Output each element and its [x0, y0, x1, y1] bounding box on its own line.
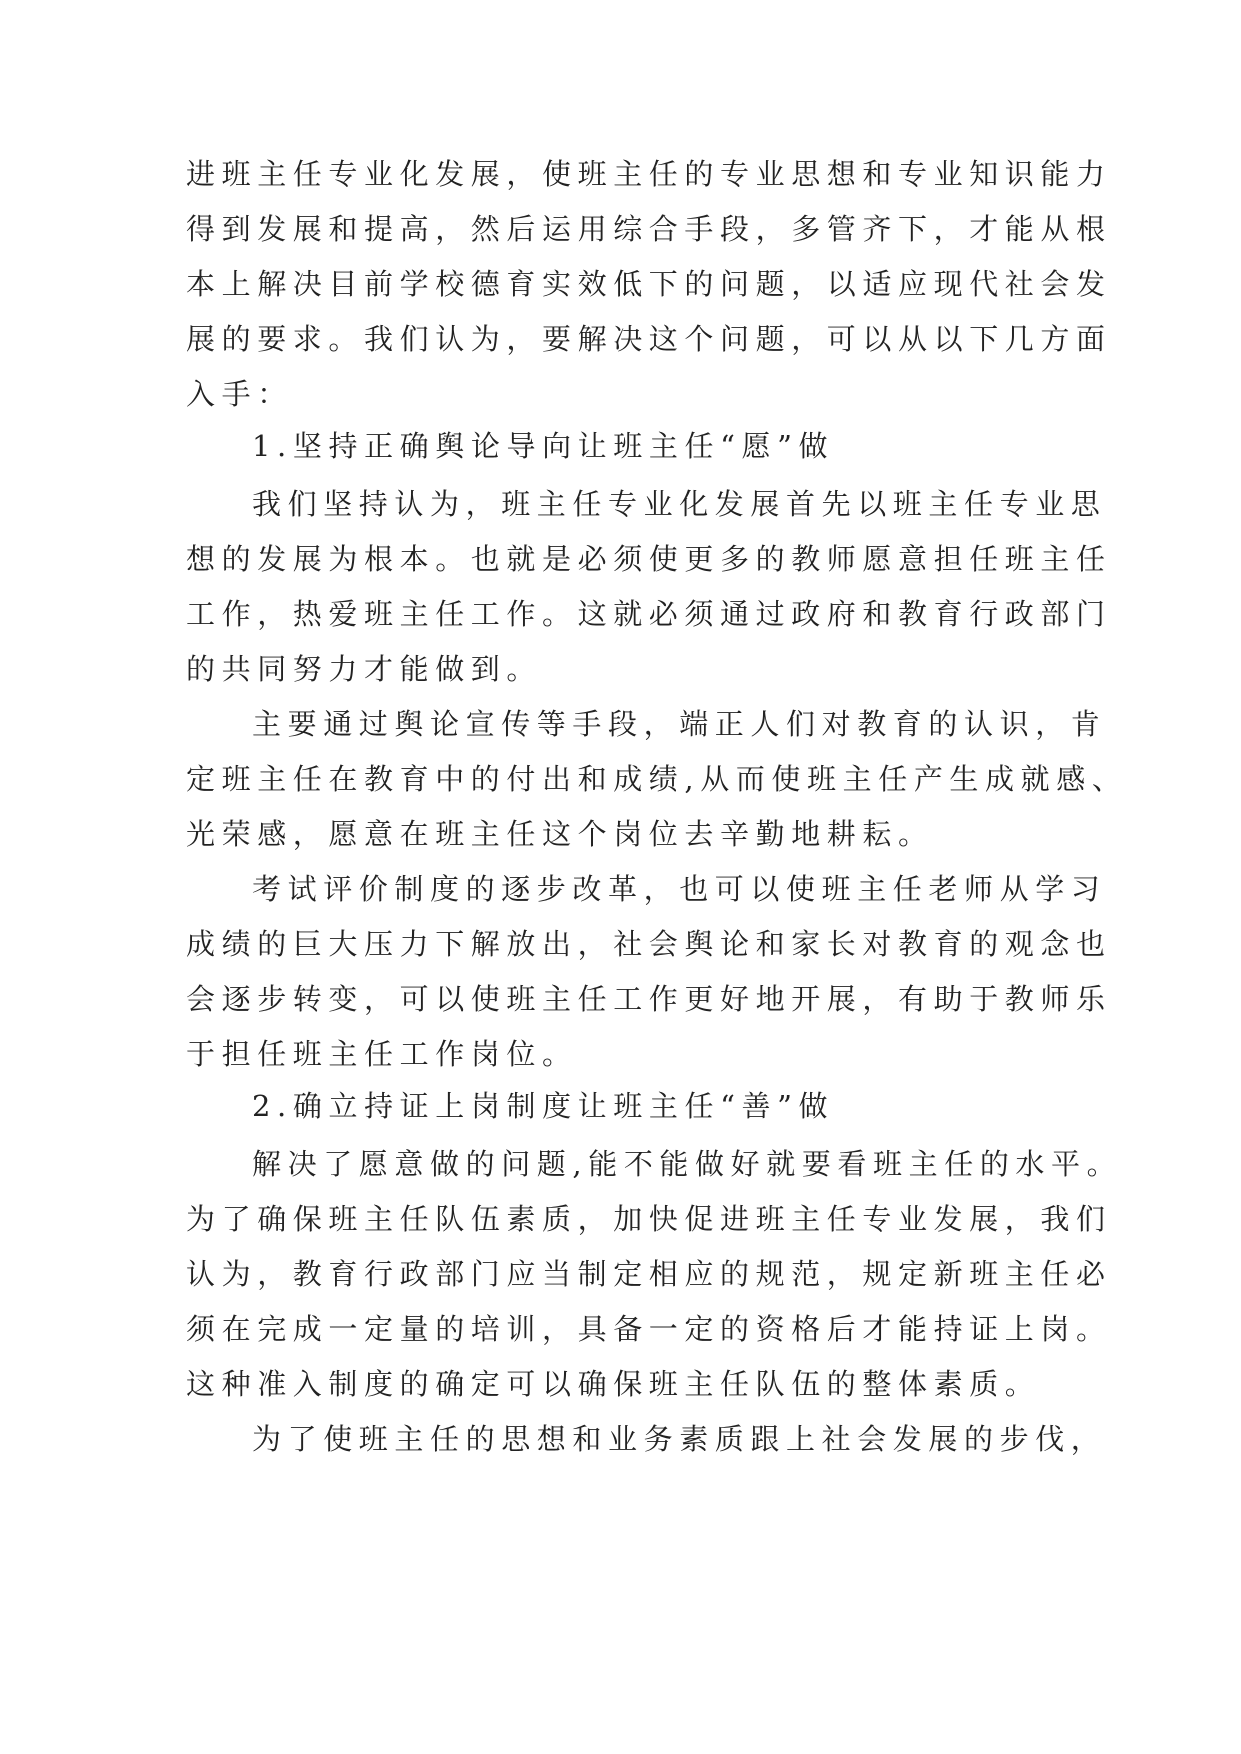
text-line: 本上解决目前学校德育实效低下的问题，以适应现代社会发 — [186, 267, 1112, 301]
text-line: 为了使班主任的思想和业务素质跟上社会发展的步伐， — [252, 1422, 1107, 1456]
text-line: 入手： — [186, 377, 293, 411]
text-line: 的共同努力才能做到。 — [186, 652, 543, 686]
section-heading: 2.确立持证上岗制度让班主任“善”做 — [252, 1089, 835, 1123]
text-line: 进班主任专业化发展，使班主任的专业思想和专业知识能力 — [186, 157, 1112, 191]
text-line: 成绩的巨大压力下解放出，社会舆论和家长对教育的观念也 — [186, 927, 1112, 961]
text-line: 展的要求。我们认为，要解决这个问题，可以从以下几方面 — [186, 322, 1112, 356]
text-line: 于担任班主任工作岗位。 — [186, 1037, 578, 1071]
text-line: 认为，教育行政部门应当制定相应的规范，规定新班主任必 — [186, 1257, 1112, 1291]
text-line: 解决了愿意做的问题,能不能做好就要看班主任的水平。 — [252, 1147, 1123, 1181]
text-line: 得到发展和提高，然后运用综合手段，多管齐下，才能从根 — [186, 212, 1112, 246]
text-line: 光荣感，愿意在班主任这个岗位去辛勤地耕耘。 — [186, 817, 934, 851]
text-line: 为了确保班主任队伍素质，加快促进班主任专业发展，我们 — [186, 1202, 1112, 1236]
text-line: 主要通过舆论宣传等手段，端正人们对教育的认识，肯 — [252, 707, 1107, 741]
text-line: 想的发展为根本。也就是必须使更多的教师愿意担任班主任 — [186, 542, 1112, 576]
text-line: 这种准入制度的确定可以确保班主任队伍的整体素质。 — [186, 1367, 1041, 1401]
text-line: 须在完成一定量的培训，具备一定的资格后才能持证上岗。 — [186, 1312, 1112, 1346]
text-line: 定班主任在教育中的付出和成绩,从而使班主任产生成就感、 — [186, 762, 1128, 796]
text-line: 工作，热爱班主任工作。这就必须通过政府和教育行政部门 — [186, 597, 1112, 631]
section-heading: 1.坚持正确舆论导向让班主任“愿”做 — [252, 429, 835, 463]
text-line: 我们坚持认为，班主任专业化发展首先以班主任专业思 — [252, 487, 1107, 521]
text-line: 会逐步转变，可以使班主任工作更好地开展，有助于教师乐 — [186, 982, 1112, 1016]
text-line: 考试评价制度的逐步改革，也可以使班主任老师从学习 — [252, 872, 1107, 906]
